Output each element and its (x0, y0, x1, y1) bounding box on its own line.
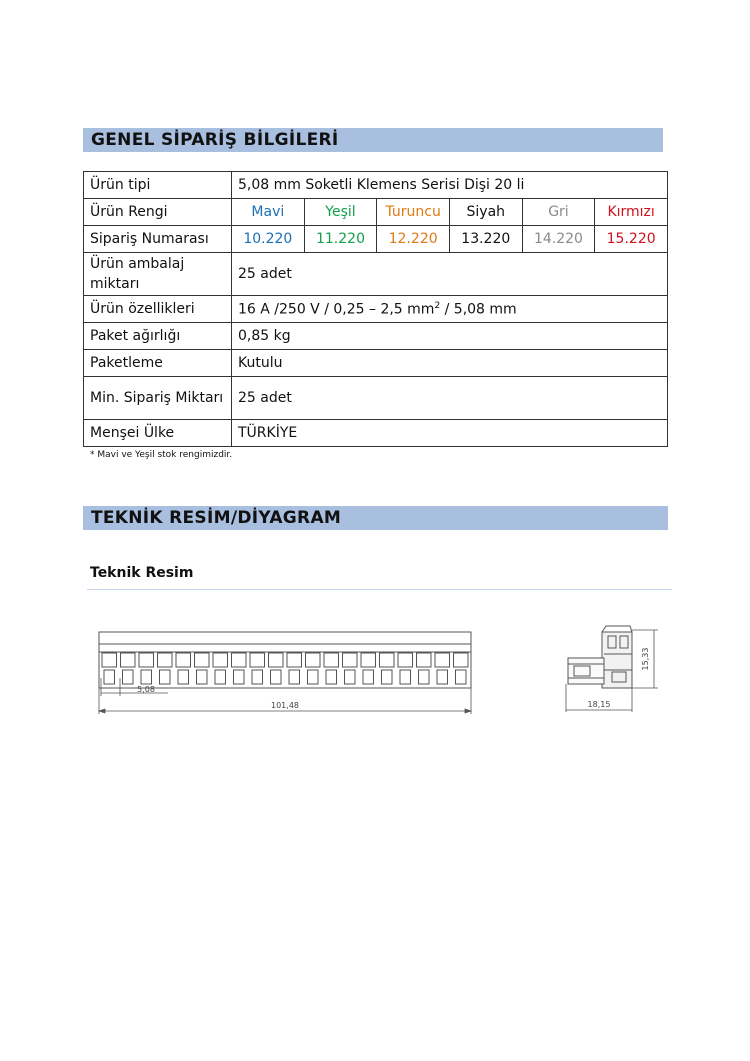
terminal-opening (139, 653, 154, 667)
label-packaging-qty: Ürün ambalaj miktarı (84, 253, 232, 296)
label-min-order: Min. Sipariş Miktarı (84, 377, 232, 420)
wire-entry (363, 670, 374, 684)
wire-entry (178, 670, 189, 684)
row-package-weight (84, 323, 668, 350)
section-title-technical: TEKNİK RESİM/DİYAGRAM (83, 506, 668, 530)
terminal-opening (380, 653, 395, 667)
wire-entry (419, 670, 430, 684)
value-product-type: 5,08 mm Soketli Klemens Serisi Dişi 20 li (232, 172, 668, 199)
features-text-tail: / 5,08 mm (440, 301, 517, 318)
order-code-orange: 12.220 (377, 226, 450, 253)
label-packaging: Paketleme (84, 350, 232, 377)
wire-entry (123, 670, 134, 684)
wire-entry (326, 670, 337, 684)
color-name-orange: Turuncu (377, 199, 450, 226)
row-packaging-qty (84, 253, 668, 296)
wire-entry (104, 670, 115, 684)
value-packaging: Kutulu (232, 350, 668, 377)
terminal-opening (398, 653, 413, 667)
wire-entry (456, 670, 467, 684)
value-origin: TÜRKİYE (232, 420, 668, 447)
order-code-blue: 10.220 (232, 226, 305, 253)
label-order-number: Sipariş Numarası (84, 226, 232, 253)
terminal-opening (102, 653, 117, 667)
label-product-type: Ürün tipi (84, 172, 232, 199)
terminal-opening (213, 653, 228, 667)
order-code-black: 13.220 (449, 226, 522, 253)
color-name-red: Kırmızı (595, 199, 668, 226)
row-colors (84, 199, 668, 226)
terminal-opening (158, 653, 173, 667)
connector-housing (99, 632, 471, 688)
label-colors: Ürün Rengi (84, 199, 232, 226)
wire-entry (289, 670, 300, 684)
row-order-numbers (84, 226, 668, 253)
wire-entry (197, 670, 208, 684)
terminal-opening (417, 653, 432, 667)
wire-entry (382, 670, 393, 684)
label-package-weight: Paket ağırlığı (84, 323, 232, 350)
dim-length-label: 101,48 (271, 701, 299, 710)
value-min-order: 25 adet (232, 377, 668, 420)
terminal-opening (287, 653, 302, 667)
color-name-gray: Gri (522, 199, 595, 226)
label-features: Ürün özellikleri (84, 296, 232, 323)
row-packaging (84, 350, 668, 377)
terminal-opening (195, 653, 210, 667)
wire-entry (234, 670, 245, 684)
wire-entry (141, 670, 152, 684)
terminal-opening (361, 653, 376, 667)
connector-side-view (568, 626, 632, 688)
order-code-green: 11.220 (304, 226, 377, 253)
terminal-opening (435, 653, 450, 667)
features-text: 16 A /250 V / 0,25 – 2,5 mm (238, 301, 435, 318)
order-code-gray: 14.220 (522, 226, 595, 253)
color-name-black: Siyah (449, 199, 522, 226)
value-packaging-qty: 25 adet (232, 253, 668, 296)
terminal-opening (176, 653, 191, 667)
row-origin (84, 420, 668, 447)
connector-front-view (99, 632, 471, 688)
terminal-opening (324, 653, 339, 667)
drawing-subtitle: Teknik Resim (90, 565, 194, 581)
value-package-weight: 0,85 kg (232, 323, 668, 350)
subtitle-rule (87, 589, 672, 590)
terminal-opening (343, 653, 358, 667)
wire-entry (271, 670, 282, 684)
order-info-table (83, 171, 668, 447)
wire-entry (308, 670, 319, 684)
wire-entry (400, 670, 411, 684)
row-product-type (84, 172, 668, 199)
order-code-red: 15.220 (595, 226, 668, 253)
technical-drawing-side (560, 624, 660, 716)
wire-entry (437, 670, 448, 684)
section-title-general: GENEL SİPARİŞ BİLGİLERİ (83, 128, 663, 152)
wire-entry (345, 670, 356, 684)
value-features (232, 296, 668, 323)
terminal-opening (454, 653, 469, 667)
color-name-green: Yeşil (304, 199, 377, 226)
wire-entry (215, 670, 226, 684)
dim-pitch-label: 5,08 (137, 685, 155, 694)
terminal-opening (306, 653, 321, 667)
technical-drawing-front (90, 622, 480, 722)
dim-height-label: 15,33 (641, 647, 650, 671)
label-origin: Menşei Ülke (84, 420, 232, 447)
row-features (84, 296, 668, 323)
wire-entry (160, 670, 171, 684)
terminal-opening (121, 653, 136, 667)
terminal-opening (250, 653, 265, 667)
terminal-opening (232, 653, 247, 667)
dim-width-label: 18,15 (587, 700, 611, 709)
stock-note: * Mavi ve Yeşil stok rengimizdir. (90, 450, 233, 460)
color-name-blue: Mavi (232, 199, 305, 226)
dimension-pitch (101, 678, 168, 696)
terminal-opening (269, 653, 284, 667)
wire-entry (252, 670, 263, 684)
features-superscript: 2 (434, 300, 441, 311)
row-min-order (84, 377, 668, 420)
